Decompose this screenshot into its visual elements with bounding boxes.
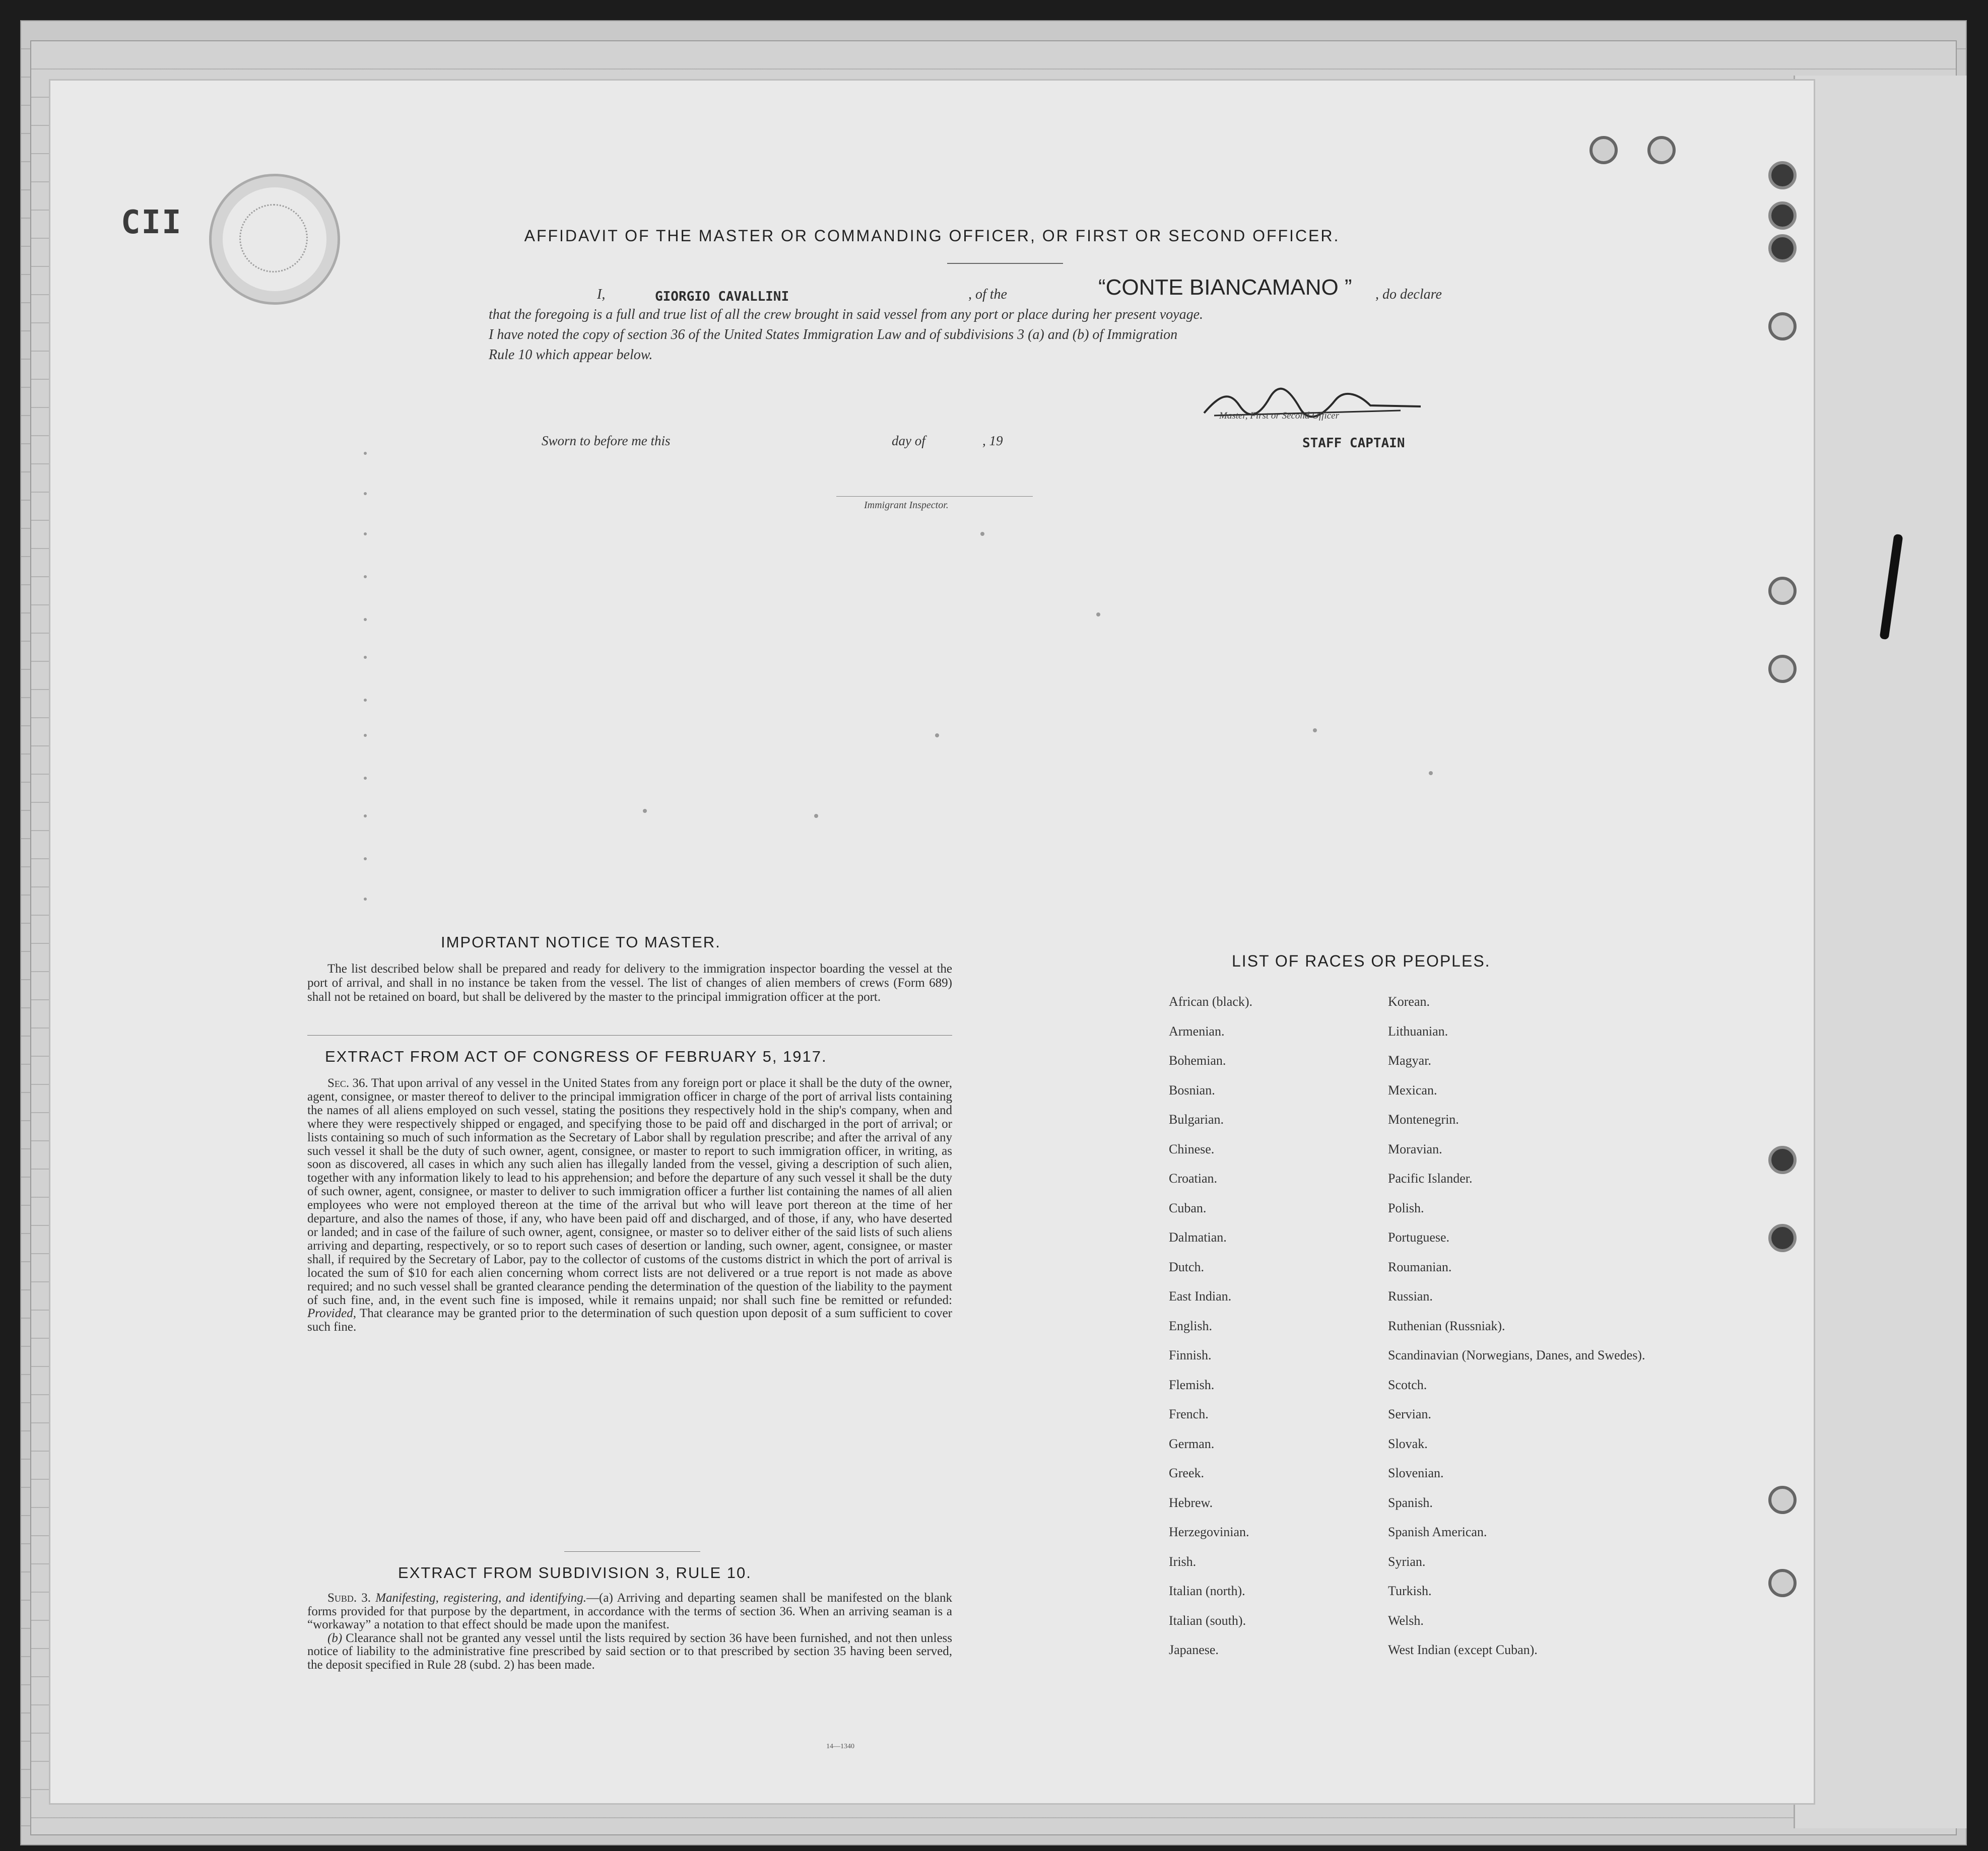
declaration-line-2: that the foregoing is a full and true list of all the crew brought in said vessel from any port or place during her present voyage. <box>489 307 1204 322</box>
race-item: African (black). <box>1169 994 1253 1009</box>
race-item: Scotch. <box>1388 1377 1427 1392</box>
notice-title: IMPORTANT NOTICE TO MASTER. <box>441 933 721 951</box>
sworn-text: Sworn to before me this <box>542 433 671 448</box>
race-item: Dutch. <box>1169 1259 1205 1274</box>
sec-36-text-end: That clearance may be granted prior to the determination of such question upon deposit of a sum sufficient to cover such fine. <box>307 1307 952 1334</box>
officer-name: GIORGIO CAVALLINI <box>655 289 789 304</box>
subd-b-label: (b) <box>327 1631 343 1645</box>
ship-name: “CONTE BIANCAMANO ” <box>1098 275 1352 300</box>
race-item: Korean. <box>1388 994 1430 1009</box>
declaration-line-4: Rule 10 which appear below. <box>489 347 653 363</box>
race-item: Moravian. <box>1388 1141 1442 1156</box>
race-item: Montenegrin. <box>1388 1112 1459 1127</box>
notice-text <box>307 962 952 1004</box>
sec-label: Sec. 36. <box>327 1076 368 1090</box>
races-column-2 <box>1388 987 1645 1665</box>
race-item: West Indian (except Cuban). <box>1388 1642 1538 1657</box>
notice-paragraph: The list described below shall be prepared and ready for delivery to the immigration inspector boarding the vessel at the port of arrival, and shall in no instance be taken from the vessel. The list of changes of alien members of crews (Form 689) shall not be retained on board, but shall be delivered by the master to the principal immigration officer at the port. <box>307 962 952 1004</box>
race-item: Bohemian. <box>1169 1053 1226 1068</box>
provided-word: Provided, <box>307 1307 356 1321</box>
race-item: Spanish. <box>1388 1495 1433 1510</box>
races-column-1 <box>1169 987 1252 1665</box>
race-item: Herzegovinian. <box>1169 1525 1249 1539</box>
signature-title: STAFF CAPTAIN <box>1302 436 1405 451</box>
punch-hole <box>1768 1569 1797 1597</box>
form-number: 14—1340 <box>826 1743 854 1750</box>
adjacent-sheet <box>1794 76 1966 1828</box>
race-item: Mexican. <box>1388 1082 1437 1098</box>
of-the-text: , of the <box>968 287 1007 302</box>
notice-divider <box>307 1035 952 1036</box>
year-prefix: , 19 <box>982 433 1003 448</box>
race-item: Japanese. <box>1169 1642 1219 1657</box>
race-item: Scandinavian (Norwegians, Danes, and Swedes). <box>1388 1348 1645 1362</box>
race-item: German. <box>1169 1436 1215 1451</box>
extract-rule-title: EXTRACT FROM SUBDIVISION 3, RULE 10. <box>398 1564 752 1582</box>
race-item: Spanish American. <box>1388 1525 1487 1539</box>
extract-act-text <box>307 1077 952 1334</box>
race-item: Pacific Islander. <box>1388 1171 1473 1186</box>
races-title: LIST OF RACES OR PEOPLES. <box>1232 952 1491 970</box>
punch-hole <box>1768 1224 1797 1252</box>
race-item: Armenian. <box>1169 1023 1225 1039</box>
race-item: Slovenian. <box>1388 1466 1444 1480</box>
race-item: Irish. <box>1169 1554 1197 1569</box>
do-declare-text: , do declare <box>1375 287 1442 302</box>
race-item: East Indian. <box>1169 1289 1232 1304</box>
race-item: Welsh. <box>1388 1613 1424 1628</box>
race-item: Magyar. <box>1388 1053 1431 1068</box>
race-item: Hebrew. <box>1169 1495 1213 1510</box>
race-item: Cuban. <box>1169 1200 1207 1215</box>
race-item: Italian (south). <box>1169 1613 1246 1628</box>
race-item: Bulgarian. <box>1169 1112 1224 1127</box>
race-item: French. <box>1169 1407 1209 1421</box>
race-item: Polish. <box>1388 1200 1424 1215</box>
race-item: Portuguese. <box>1388 1230 1450 1245</box>
race-item: Flemish. <box>1169 1377 1215 1392</box>
punch-hole <box>1768 1486 1797 1514</box>
subd-paragraph-a: —(a) Arriving and departing seamen shall be manifested on the blank forms provided for that purpose by the department, in accordance with the terms of section 36. When an arriving seaman is a “workaway” a notation to that effect should be made upon the manifest. <box>307 1591 952 1631</box>
subd-paragraph-b: Clearance shall not be granted any vessel until the lists required by section 36 have been furnished, and not then unless notice of liability to the administrative fine prescribed by said section or to that prescribed by section 35 having been served, the deposit specified in Rule 28 (subd. 2) has been made. <box>307 1631 952 1672</box>
race-item: Russian. <box>1388 1289 1433 1304</box>
stamp-number: CII <box>121 204 182 241</box>
race-item: Croatian. <box>1169 1171 1218 1186</box>
subd-heading: Manifesting, registering, and identifying. <box>375 1591 587 1605</box>
declaration-line-3: I have noted the copy of section 36 of the United States Immigration Law and of subdivisions 3 (a) and (b) of Immigration <box>489 327 1178 342</box>
race-item: Greek. <box>1169 1466 1205 1480</box>
extract-act-title: EXTRACT FROM ACT OF CONGRESS OF FEBRUARY 5, 1917. <box>325 1048 827 1065</box>
subd-label: Subd. 3. <box>327 1591 371 1605</box>
word-i: I, <box>597 287 606 302</box>
race-item: Lithuanian. <box>1388 1023 1448 1039</box>
race-item: Syrian. <box>1388 1554 1426 1569</box>
race-item: Servian. <box>1388 1407 1431 1421</box>
race-item: Dalmatian. <box>1169 1230 1227 1245</box>
affidavit-title: AFFIDAVIT OF THE MASTER OR COMMANDING OFFICER, OR FIRST OR SECOND OFFICER. <box>524 227 1340 245</box>
race-item: Finnish. <box>1169 1348 1212 1362</box>
race-item: Italian (north). <box>1169 1584 1245 1598</box>
extract-divider <box>564 1551 700 1552</box>
race-item: Chinese. <box>1169 1141 1215 1156</box>
race-item: Roumanian. <box>1388 1259 1452 1274</box>
race-item: Slovak. <box>1388 1436 1428 1451</box>
extract-rule-text <box>307 1592 952 1672</box>
signature-caption: Master, First or Second Officer <box>1219 410 1340 421</box>
sec-36-text: That upon arrival of any vessel in the United States from any foreign port or place it shall be the duty of the owner, agent, consignee, or master thereof to deliver to the principal immigration officer in charge of the port of arrival lists containing the names of all aliens employed on such vessel, stating the positions they respectively hold in the ship's company, when and where they were respectively shipped or engaged, and specifying those to be paid off and discharged in the port of arrival; or lists containing so much of such information as the Secretary of Labor shall by regulation prescribe; and after the arrival of any such vessel it shall be the duty of such owner, agent, consignee, or master to report to such immigration officer, in writing, as soon as discovered, all cases in which any such alien has illegally landed from the vessel, giving a description of such alien, together with any information likely to lead to his apprehension; and before the departure of any such vessel it shall be the duty of such owner, agent, consignee, or master to deliver to such immigration officer a further list containing the names of all alien employees who were not employed thereon at the time of the arrival but who will leave port thereon at the time of her departure, and also the names of those, if any, who have been paid off and discharged, and of those, if any, who have deserted or landed; and in case of the failure of such owner, agent, consignee, or master so to deliver either of the said lists of such aliens arriving and departing, respectively, or so to report such cases of desertion or landing, such owner, agent, consignee, or master shall, if required by the Secretary of Labor, pay to the collector of customs of the customs district in which the port of arrival is located the sum of $10 for each alien concerning whom correct lists are not delivered or a true report is not made as above required; and no such vessel shall be granted clearance pending the determination of the question of the liability to the payment of such fine, and, in the event such fine is imposed, while it remains unpaid; nor shall such fine be remitted or refunded: <box>307 1076 952 1307</box>
race-item: English. <box>1169 1318 1212 1333</box>
race-item: Ruthenian (Russniak). <box>1388 1318 1505 1333</box>
inspector-caption: Immigrant Inspector. <box>864 500 949 511</box>
affidavit-page <box>50 81 1814 1803</box>
race-item: Bosnian. <box>1169 1082 1215 1098</box>
race-item: Turkish. <box>1388 1584 1432 1598</box>
day-of-text: day of <box>892 433 925 448</box>
